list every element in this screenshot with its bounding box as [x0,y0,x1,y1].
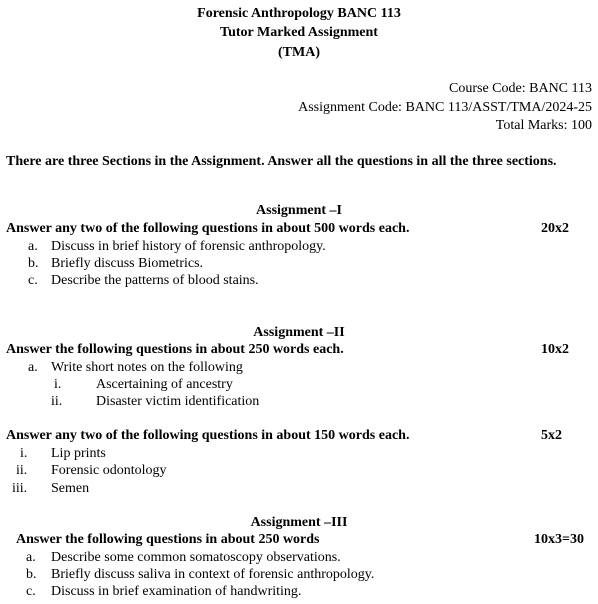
list-item: Briefly discuss saliva in context of forensic anthropology. [51,567,375,582]
section-3-heading: Assignment –III [250,515,348,530]
list-item-marker: b. [26,567,37,582]
section-2-marks-2: 5x2 [541,428,562,443]
list-item-marker: iii. [12,481,28,496]
section-1-instruction: Answer any two of the following questions in about 500 words each. [6,221,410,236]
assignment-code: Assignment Code: BANC 113/ASST/TMA/2024-25 [298,100,592,115]
list-item-marker: c. [26,584,36,599]
section-2-marks: 10x2 [541,342,569,357]
document-tma-label: (TMA) [278,45,320,60]
list-item-marker: a. [28,360,38,375]
section-2-instruction-2: Answer any two of the following questions in about 150 words each. [6,428,410,443]
section-1-marks: 20x2 [541,221,569,236]
document-subtitle: Tutor Marked Assignment [220,25,378,40]
list-item: Write short notes on the following [51,360,243,375]
list-item: Lip prints [51,446,106,461]
list-item-marker: a. [26,550,36,565]
section-2-instruction: Answer the following questions in about 250 words each. [6,342,344,357]
course-code: Course Code: BANC 113 [449,81,592,96]
sublist-item-marker: i. [54,377,62,392]
total-marks: Total Marks: 100 [495,118,592,133]
list-item: Discuss in brief history of forensic anthropology. [51,239,326,254]
list-item: Describe the patterns of blood stains. [51,273,259,288]
section-3-marks: 10x3=30 [534,532,584,547]
list-item: Discuss in brief examination of handwriting. [51,584,302,599]
instructions-intro: There are three Sections in the Assignment. Answer all the questions in all the three sections. [6,154,557,169]
list-item-marker: c. [28,273,38,288]
list-item: Semen [51,481,90,496]
section-3-instruction: Answer the following questions in about 250 words [16,532,320,547]
sublist-item: Ascertaining of ancestry [96,377,233,392]
list-item-marker: ii. [16,463,28,478]
document-title: Forensic Anthropology BANC 113 [197,6,401,21]
list-item: Briefly discuss Biometrics. [51,256,204,271]
section-2-heading: Assignment –II [253,325,345,340]
list-item-marker: i. [20,446,28,461]
section-1-heading: Assignment –I [256,203,342,218]
sublist-item-marker: ii. [51,394,63,409]
list-item: Describe some common somatoscopy observations. [51,550,341,565]
list-item: Forensic odontology [51,463,167,478]
list-item-marker: b. [28,256,39,271]
sublist-item: Disaster victim identification [96,394,260,409]
list-item-marker: a. [28,239,38,254]
